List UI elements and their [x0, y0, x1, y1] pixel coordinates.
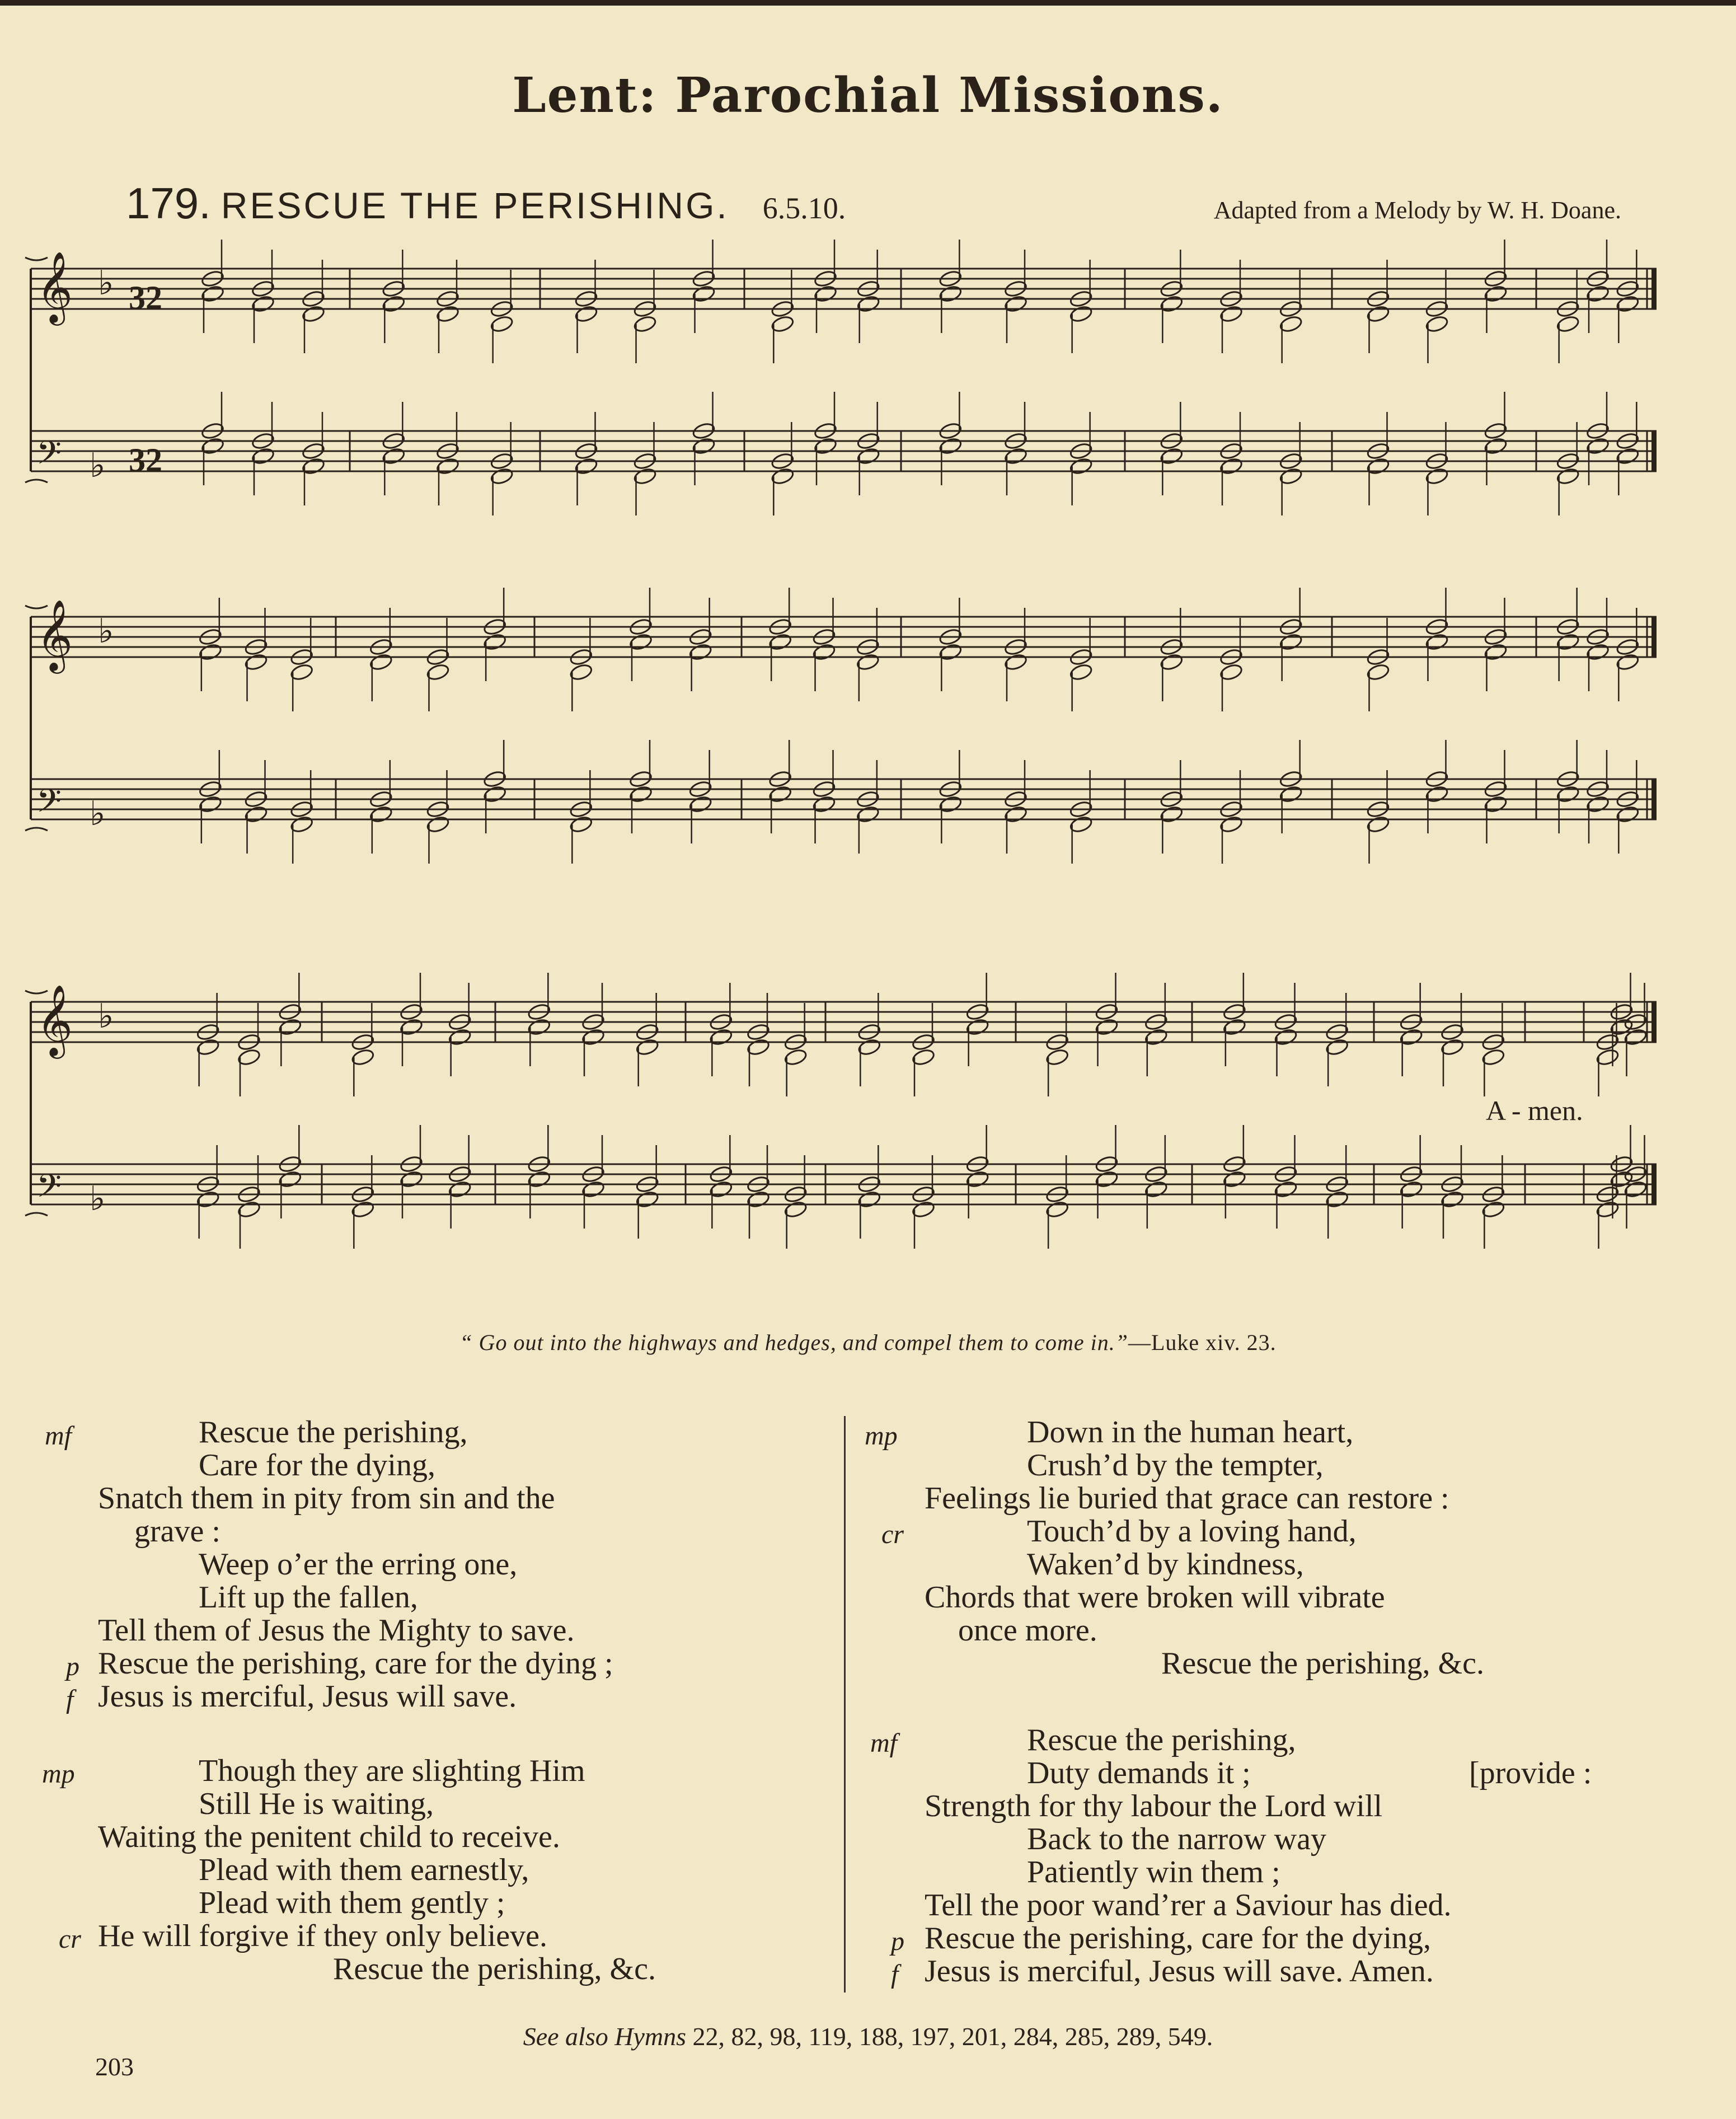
- time-signature: 32: [129, 279, 162, 316]
- verse-line: Feelings lie buried that grace can restore :: [925, 1481, 1449, 1516]
- verse-line: Still He is waiting,: [199, 1787, 434, 1821]
- scripture-quote: [0, 1329, 1736, 1356]
- final-bar-thick: [1651, 1164, 1657, 1204]
- column-divider: [844, 1416, 846, 1993]
- verse-line: grave :: [134, 1514, 220, 1549]
- verse-line: Rescue the perishing,: [1027, 1723, 1296, 1757]
- score-systems: [25, 240, 1657, 1249]
- dynamic-mark: f: [66, 1685, 74, 1714]
- hymn-name: RESCUE THE PERISHING.: [220, 185, 729, 226]
- final-bar-thick: [1651, 1002, 1657, 1042]
- dynamic-mark: mp: [865, 1421, 898, 1451]
- dynamic-mark: mf: [870, 1728, 897, 1758]
- top-border: [0, 0, 1736, 6]
- verse-line: Snatch them in pity from sin and the: [98, 1481, 555, 1516]
- verse-line: Plead with them earnestly,: [199, 1853, 529, 1887]
- verse-line: Rescue the perishing, &c.: [1161, 1646, 1484, 1681]
- verse-line: Plead with them gently ;: [199, 1886, 505, 1920]
- key-signature-flat: ♭: [98, 264, 114, 303]
- see-also: [0, 2022, 1736, 2051]
- hymn-number: 179.: [126, 179, 211, 228]
- verse-line: Rescue the perishing,: [199, 1415, 468, 1450]
- verse-line: He will forgive if they only believe.: [98, 1919, 547, 1953]
- verse-line: Jesus is merciful, Jesus will save.: [98, 1679, 517, 1714]
- verse-line: Rescue the perishing, care for the dying,: [925, 1921, 1432, 1956]
- dynamic-mark: cr: [59, 1924, 81, 1954]
- final-bar-thick: [1651, 431, 1657, 471]
- treble-clef: 𝄞: [36, 251, 73, 322]
- verse-line: Patiently win them ;: [1027, 1855, 1280, 1890]
- bass-clef: 𝄢: [36, 1167, 62, 1213]
- final-bar-thick: [1651, 269, 1657, 309]
- key-signature-flat: ♭: [90, 794, 106, 833]
- dynamic-mark: cr: [881, 1520, 904, 1549]
- page-number: 203: [95, 2052, 134, 2081]
- quote-source: —Luke xiv. 23.: [1128, 1330, 1277, 1355]
- dynamic-mark: p: [66, 1652, 79, 1681]
- verse-line: Tell the poor wand’rer a Saviour has died.: [925, 1888, 1452, 1923]
- hymn-title: [126, 178, 846, 229]
- hymn-meter: 6.5.10.: [762, 191, 846, 225]
- key-signature-flat: ♭: [98, 612, 114, 651]
- verse-line: Chords that were broken will vibrate: [925, 1580, 1385, 1615]
- verse-line: Weep o’er the erring one,: [199, 1547, 518, 1582]
- amen-label: A - men.: [1486, 1095, 1583, 1126]
- hymn-credit: Adapted from a Melody by W. H. Doane.: [1213, 196, 1621, 224]
- final-bar-thick: [1651, 779, 1657, 819]
- dynamic-mark: p: [891, 1926, 904, 1956]
- verse-line: Waiting the penitent child to receive.: [98, 1820, 560, 1854]
- dynamic-mark: mf: [45, 1421, 72, 1451]
- bass-clef: 𝄢: [36, 434, 62, 480]
- verse-line: Crush’d by the tempter,: [1027, 1448, 1324, 1483]
- verse-line: Waken’d by kindness,: [1027, 1547, 1304, 1582]
- see-also-numbers: 22, 82, 98, 119, 188, 197, 201, 284, 285, 289, 549.: [692, 2022, 1213, 2051]
- brace-bottom: [25, 1213, 48, 1216]
- dynamic-mark: f: [891, 1959, 899, 1989]
- key-signature-flat: ♭: [98, 997, 114, 1036]
- time-signature: 32: [129, 442, 162, 479]
- final-bar-thick: [1651, 617, 1657, 657]
- verse-line: Rescue the perishing, &c.: [333, 1952, 656, 1986]
- page-header: Lent: Parochial Missions.: [512, 67, 1224, 124]
- verse-line: Care for the dying,: [199, 1448, 435, 1483]
- key-signature-flat: ♭: [90, 446, 106, 485]
- brace-bottom: [25, 828, 48, 831]
- verse-line: Though they are slighting Him: [199, 1754, 585, 1788]
- verse-line: Back to the narrow way: [1027, 1822, 1326, 1857]
- bass-clef: 𝄢: [36, 782, 62, 828]
- quote-text: “ Go out into the highways and hedges, and compel them to come in.”: [459, 1330, 1128, 1355]
- treble-clef: 𝄞: [36, 984, 73, 1056]
- verse-line: Touch’d by a loving hand,: [1027, 1514, 1357, 1549]
- verse-line: Jesus is merciful, Jesus will save. Amen.: [925, 1954, 1434, 1989]
- see-also-label: See also Hymns: [523, 2022, 686, 2051]
- verse-line: Strength for thy labour the Lord will: [925, 1789, 1383, 1823]
- verse-line: Rescue the perishing, care for the dying ;: [98, 1646, 613, 1681]
- music-score: [0, 224, 1736, 1287]
- verse-line: Tell them of Jesus the Mighty to save.: [98, 1613, 575, 1648]
- dynamic-mark: mp: [42, 1759, 75, 1789]
- brace-bottom: [25, 480, 48, 482]
- verse-line: Lift up the fallen,: [199, 1580, 418, 1615]
- key-signature-flat: ♭: [90, 1179, 106, 1218]
- verse-line: once more.: [958, 1613, 1097, 1648]
- verse-line: [provide :: [1469, 1756, 1592, 1790]
- treble-clef: 𝄞: [36, 599, 73, 671]
- verse-line: Duty demands it ;: [1027, 1756, 1251, 1790]
- verse-line: Down in the human heart,: [1027, 1415, 1354, 1450]
